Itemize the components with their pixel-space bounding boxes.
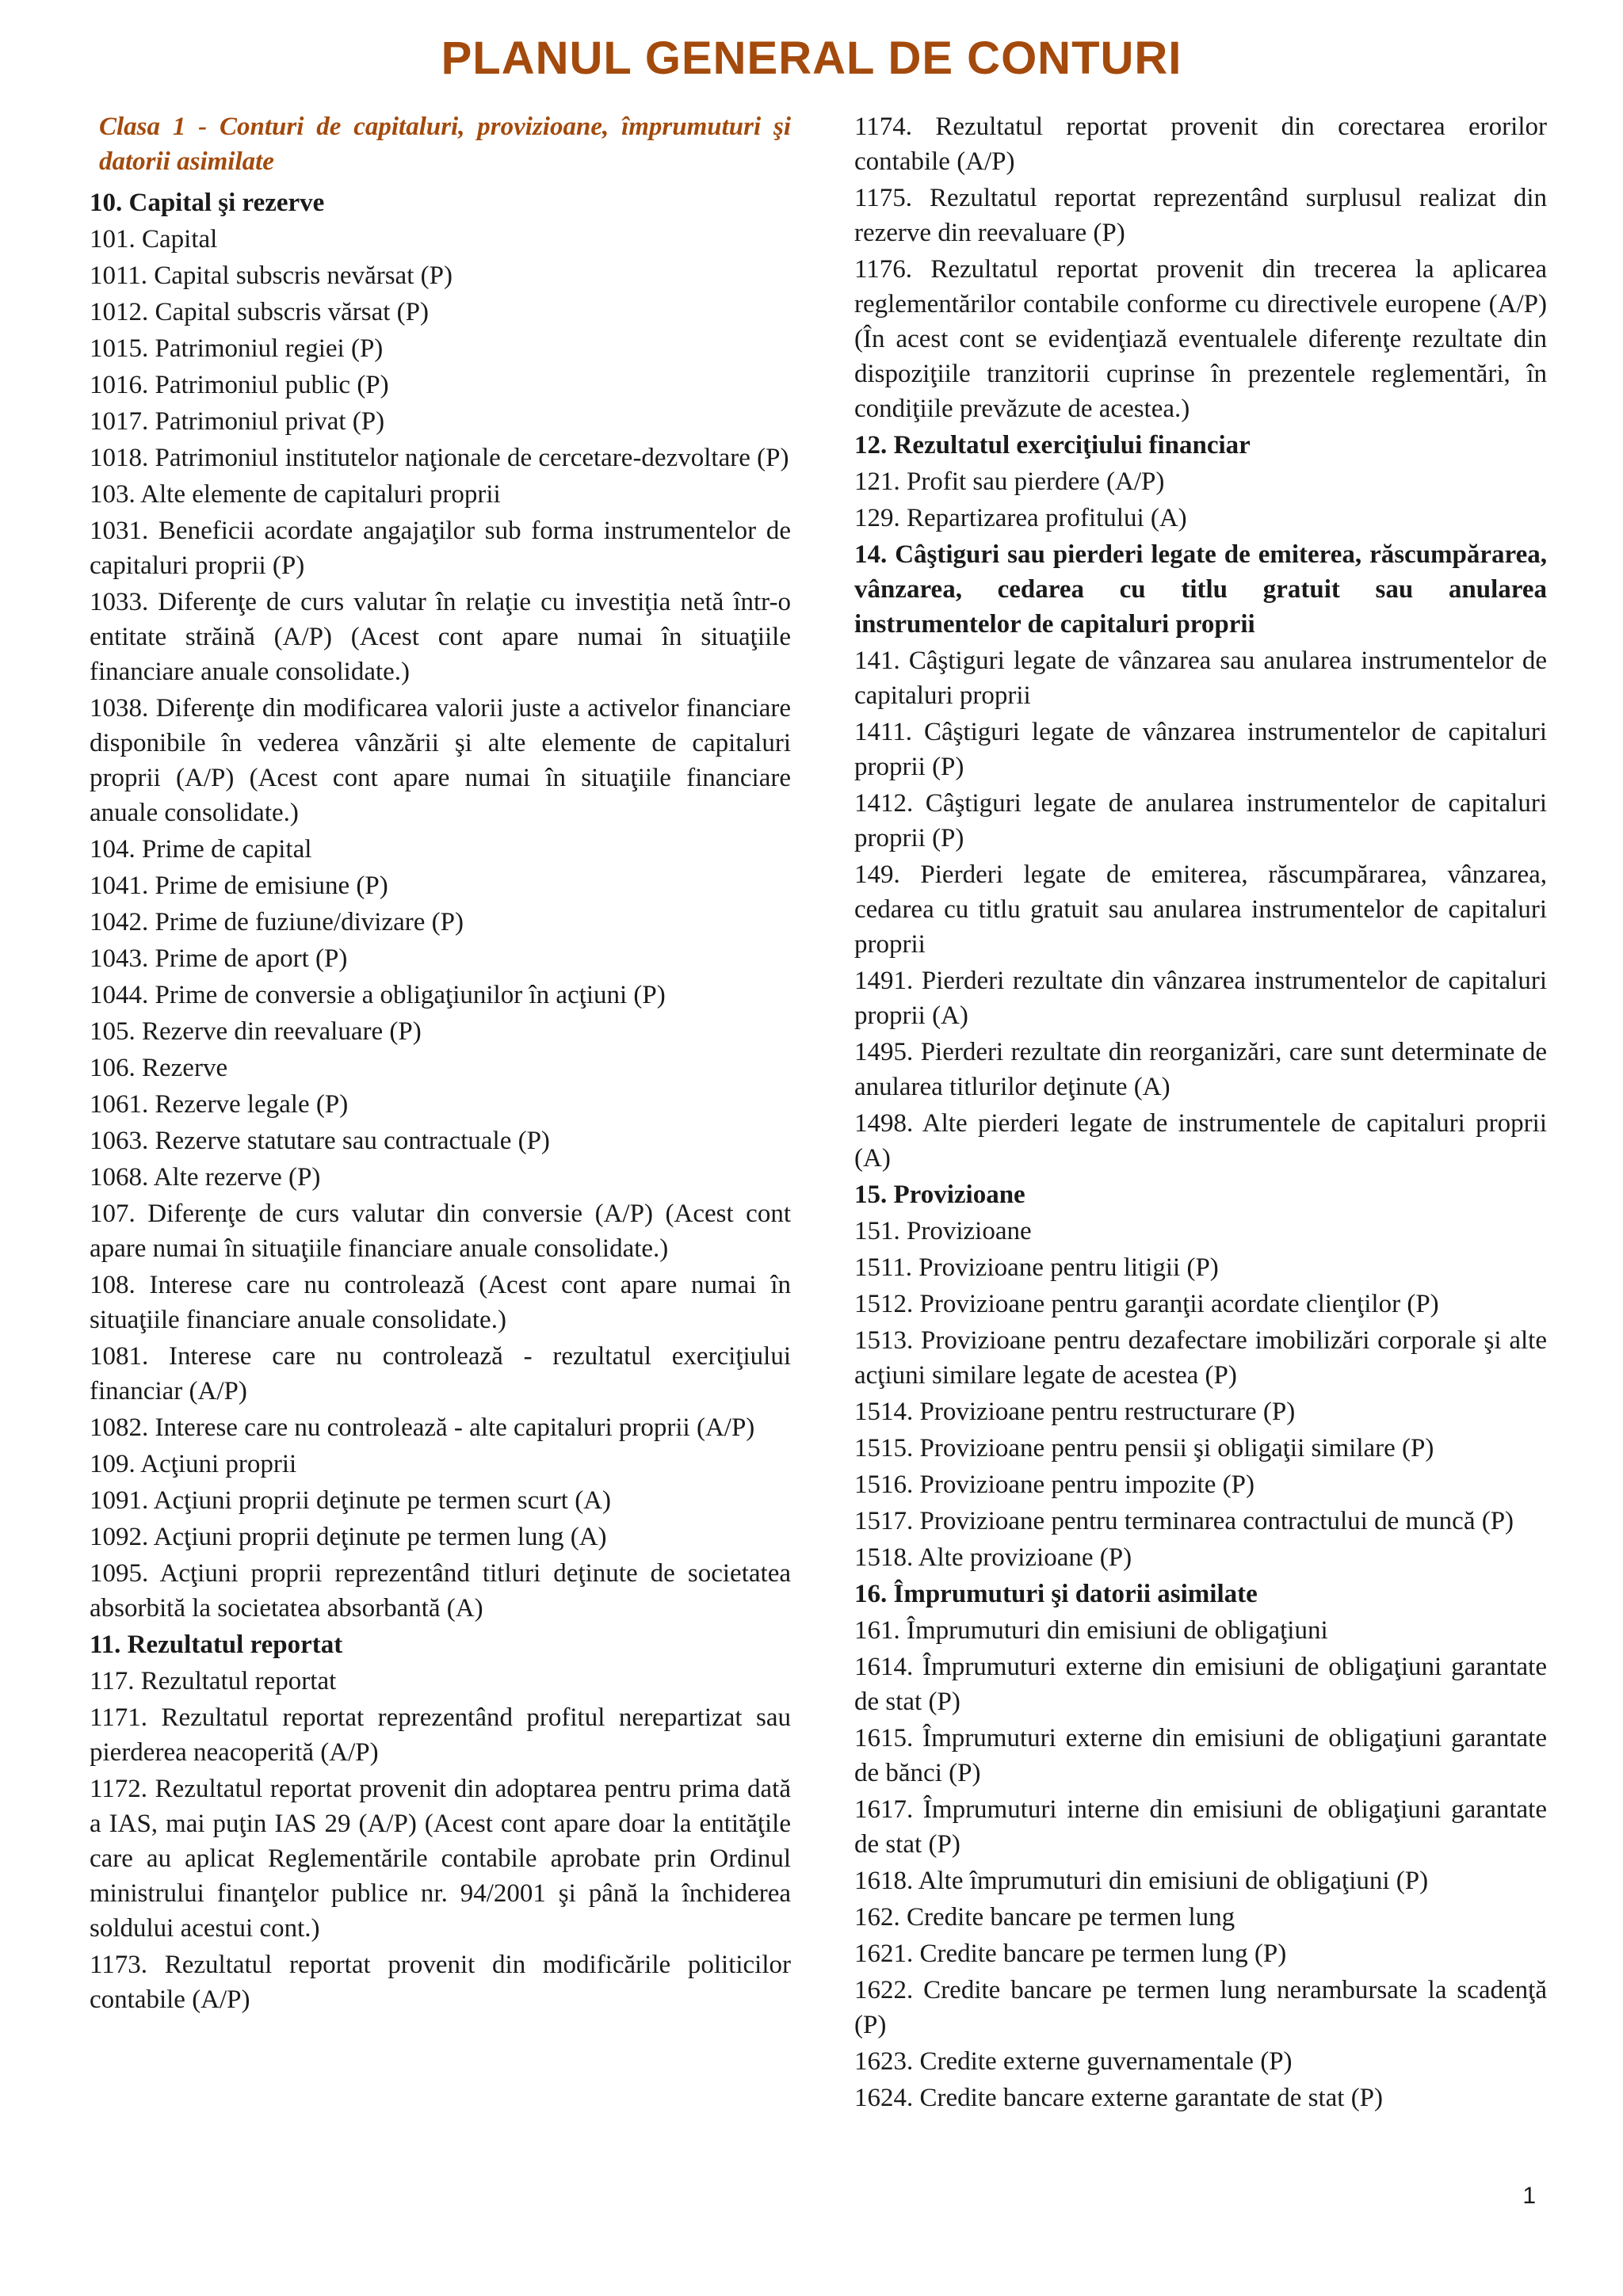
account-entry: 107. Diferenţe de curs valutar din conversie (A/P) (Acest cont apare numai în situaţiile financiare anuale consolidate.) — [90, 1199, 791, 1263]
account-entry: 1412. Câştiguri legate de anularea instrumentelor de capitaluri proprii (P) — [854, 789, 1547, 852]
account-entry: 101. Capital — [90, 225, 218, 254]
account-entry: 1176. Rezultatul reportat provenit din trecerea la aplicarea reglementărilor contabile conforme cu directivele europene (A/P) (În acest cont se evidenţiază eventualele diferenţe rezultate din dispoziţiile tranzitorii cuprinse în prezentele reglementări, în condiţiile prevăzute de acestea.) — [854, 255, 1547, 423]
account-entry: 1621. Credite bancare pe termen lung (P) — [854, 1939, 1287, 1968]
account-entry: 1173. Rezultatul reportat provenit din modificările politicilor contabile (A/P) — [90, 1951, 791, 2014]
left-column — [90, 109, 791, 2019]
account-entry: 161. Împrumuturi din emisiuni de obligaţiuni — [854, 1616, 1328, 1645]
left-account-list — [90, 185, 791, 2017]
account-entry: 109. Acţiuni proprii — [90, 1450, 297, 1478]
account-entry: 1018. Patrimoniul institutelor naţionale de cercetare-dezvoltare (P) — [90, 444, 789, 472]
account-entry: 1081. Interese care nu controlează - rezultatul exerciţiului financiar (A/P) — [90, 1342, 791, 1405]
account-entry: 1516. Provizioane pentru impozite (P) — [854, 1470, 1254, 1499]
section-heading: 15. Provizioane — [854, 1180, 1025, 1209]
account-entry: 1512. Provizioane pentru garanţii acordate clienţilor (P) — [854, 1290, 1439, 1318]
section-heading: 10. Capital şi rezerve — [90, 189, 325, 217]
account-entry: 1491. Pierderi rezultate din vânzarea instrumentelor de capitaluri proprii (A) — [854, 967, 1547, 1030]
account-entry: 1044. Prime de conversie a obligaţiunilor în acţiuni (P) — [90, 981, 666, 1009]
section-heading: 14. Câştiguri sau pierderi legate de emiterea, răscumpărarea, vânzarea, cedarea cu titlu gratuit sau anularea instrumentelor de capitaluri proprii — [854, 540, 1547, 639]
account-entry: 1495. Pierderi rezultate din reorganizări, care sunt determinate de anularea titlurilor deţinute (A) — [854, 1038, 1547, 1101]
page-title: PLANUL GENERAL DE CONTURI — [441, 32, 1182, 84]
account-entry: 1033. Diferenţe de curs valutar în relaţie cu investiţia netă într-o entitate străină (A/P) (Acest cont apare numai în situaţiile financiare anuale consolidate.) — [90, 588, 791, 686]
account-entry: 1031. Beneficii acordate angajaţilor sub forma instrumentelor de capitaluri proprii (P) — [90, 517, 791, 580]
account-entry: 1082. Interese care nu controlează - alte capitaluri proprii (A/P) — [90, 1413, 755, 1442]
account-entry: 121. Profit sau pierdere (A/P) — [854, 467, 1165, 496]
account-entry: 1092. Acţiuni proprii deţinute pe termen lung (A) — [90, 1523, 607, 1551]
account-entry: 149. Pierderi legate de emiterea, răscumpărarea, vânzarea, cedarea cu titlu gratuit sau anularea instrumentelor de capitaluri proprii — [854, 860, 1547, 959]
account-entry: 1511. Provizioane pentru litigii (P) — [854, 1253, 1219, 1282]
account-entry: 1043. Prime de aport (P) — [90, 944, 348, 973]
account-entry: 117. Rezultatul reportat — [90, 1667, 337, 1695]
account-entry: 1061. Rezerve legale (P) — [90, 1090, 349, 1119]
section-heading: 11. Rezultatul reportat — [90, 1630, 343, 1659]
account-entry: 106. Rezerve — [90, 1054, 228, 1082]
account-entry: 1016. Patrimoniul public (P) — [90, 371, 389, 399]
account-entry: 1063. Rezerve statutare sau contractuale (P) — [90, 1127, 550, 1155]
account-entry: 1038. Diferenţe din modificarea valorii juste a activelor financiare disponibile în vederea vânzării şi alte elemente de capitaluri proprii (A/P) (Acest cont apare numai în situaţiile financiare anuale consolidate.) — [90, 694, 791, 827]
account-entry: 1091. Acţiuni proprii deţinute pe termen scurt (A) — [90, 1486, 612, 1515]
account-entry: 1614. Împrumuturi externe din emisiuni de obligaţiuni garantate de stat (P) — [854, 1653, 1547, 1716]
page-number: 1 — [1522, 2183, 1536, 2209]
account-entry: 1617. Împrumuturi interne din emisiuni de obligaţiuni garantate de stat (P) — [854, 1795, 1547, 1859]
account-entry: 1171. Rezultatul reportat reprezentând profitul nerepartizat sau pierderea neacoperită (A/P) — [90, 1703, 791, 1767]
account-entry: 1041. Prime de emisiune (P) — [90, 871, 388, 900]
account-entry: 1012. Capital subscris vărsat (P) — [90, 298, 430, 326]
account-entry: 1174. Rezultatul reportat provenit din corectarea erorilor contabile (A/P) — [854, 113, 1547, 176]
account-entry: 104. Prime de capital — [90, 835, 312, 864]
account-entry: 1513. Provizioane pentru dezafectare imobilizări corporale şi alte acţiuni similare legate de acestea (P) — [854, 1326, 1547, 1390]
account-entry: 151. Provizioane — [854, 1217, 1032, 1245]
account-entry: 1411. Câştiguri legate de vânzarea instrumentelor de capitaluri proprii (P) — [854, 718, 1547, 781]
section-heading: 12. Rezultatul exerciţiului financiar — [854, 431, 1251, 460]
account-entry: 1618. Alte împrumuturi din emisiuni de obligaţiuni (P) — [854, 1867, 1429, 1895]
account-entry: 1017. Patrimoniul privat (P) — [90, 407, 385, 436]
account-entry: 1622. Credite bancare pe termen lung nerambursate la scadenţă (P) — [854, 1976, 1547, 2039]
account-entry: 1498. Alte pierderi legate de instrumentele de capitaluri proprii (A) — [854, 1109, 1547, 1173]
right-column — [854, 109, 1547, 2117]
account-entry: 1518. Alte provizioane (P) — [854, 1543, 1132, 1572]
right-account-list — [854, 109, 1547, 2115]
class-title: Clasa 1 - Conturi de capitaluri, provizioane, împrumuturi şi datorii asimilate — [99, 113, 791, 176]
account-entry: 1515. Provizioane pentru pensii şi obligaţii similare (P) — [854, 1434, 1434, 1463]
account-entry: 1615. Împrumuturi externe din emisiuni de obligaţiuni garantate de bănci (P) — [854, 1724, 1547, 1787]
account-entry: 1623. Credite externe guvernamentale (P) — [854, 2047, 1293, 2076]
section-heading: 16. Împrumuturi şi datorii asimilate — [854, 1580, 1258, 1608]
account-entry: 1042. Prime de fuziune/divizare (P) — [90, 908, 464, 936]
account-entry: 1517. Provizioane pentru terminarea contractului de muncă (P) — [854, 1507, 1514, 1535]
account-entry: 108. Interese care nu controlează (Acest cont apare numai în situaţiile financiare anuale consolidate.) — [90, 1271, 791, 1334]
account-entry: 141. Câştiguri legate de vânzarea sau anularea instrumentelor de capitaluri proprii — [854, 646, 1547, 710]
account-entry: 1068. Alte rezerve (P) — [90, 1163, 321, 1192]
account-entry: 1172. Rezultatul reportat provenit din adoptarea pentru prima dată a IAS, mai puţin IAS 29 (A/P) (Acest cont apare doar la entităţile care au aplicat Reglementările contabile aprobate prin Ordinul ministrului finanţelor publice nr. 94/2001 şi până la închiderea soldului acestui cont.) — [90, 1775, 791, 1943]
account-entry: 1095. Acţiuni proprii reprezentând titluri deţinute de societatea absorbită la societatea absorbantă (A) — [90, 1559, 791, 1623]
account-entry: 103. Alte elemente de capitaluri proprii — [90, 480, 501, 509]
account-entry: 129. Repartizarea profitului (A) — [854, 504, 1187, 532]
account-entry: 1011. Capital subscris nevărsat (P) — [90, 261, 453, 290]
account-entry: 105. Rezerve din reevaluare (P) — [90, 1017, 422, 1046]
account-entry: 1514. Provizioane pentru restructurare (P) — [854, 1398, 1296, 1426]
account-entry: 1175. Rezultatul reportat reprezentând surplusul realizat din rezerve din reevaluare (P) — [854, 184, 1547, 247]
account-entry: 1624. Credite bancare externe garantate de stat (P) — [854, 2084, 1384, 2112]
account-entry: 162. Credite bancare pe termen lung — [854, 1903, 1235, 1932]
account-entry: 1015. Patrimoniul regiei (P) — [90, 334, 384, 363]
